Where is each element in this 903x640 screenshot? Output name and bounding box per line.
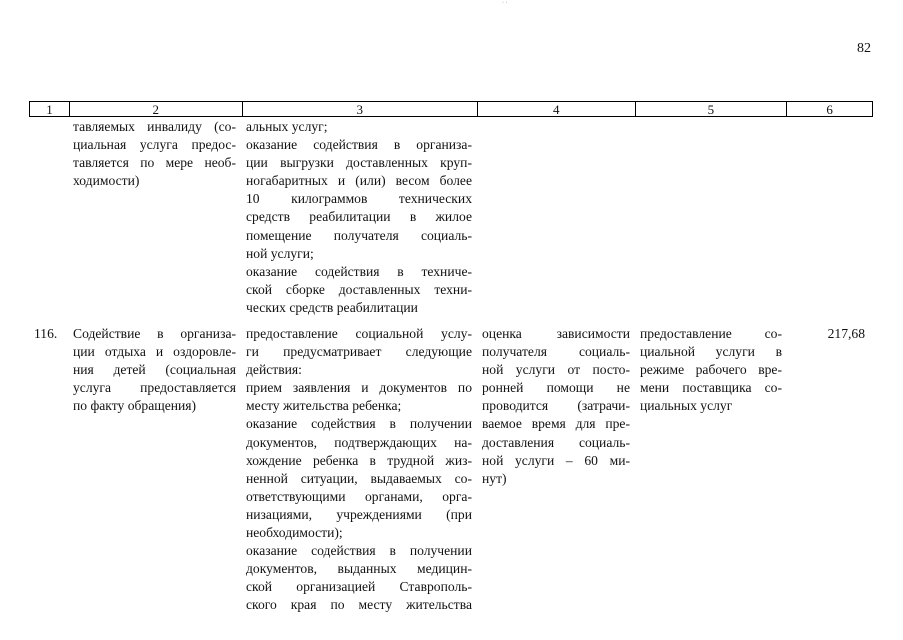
text-line: нут) [482,470,507,486]
row-116-col4 [482,325,630,488]
row-116-col2 [73,325,236,415]
text-line: хождение ребенка в трудной жиз- [246,452,472,468]
price-value: 217,68 [827,326,865,341]
text-line: оказание содействия в техниче- [246,263,472,279]
text-line: ции отдыха и оздоровле- [73,344,236,360]
text-line: проводится (затрачи- [482,398,630,414]
text-line: прием заявления и документов по [246,380,472,396]
text-line: альных услуг; [246,119,328,134]
text-line: ги предусматривает следующие [246,344,472,360]
page-number: 82 [857,41,871,56]
text-line: ответствующими органами, орга- [246,488,472,504]
text-line: месту жительства ребенка; [246,398,402,414]
text-line: ной услуги от посто- [482,362,630,378]
text-line: ции выгрузки доставленных круп- [246,155,472,171]
row-116-col3 [246,325,472,615]
table-header-row [29,101,873,117]
text-line: предоставление социальной услу- [246,326,472,341]
text-line: ческих средств реабилитации [246,299,418,315]
text-line: предоставление со- [640,326,782,341]
text-line: тавляется по мере необ- [73,155,236,171]
text-line: ной услуги; [246,245,314,261]
text-line: ской организацией Ставрополь- [246,579,472,595]
scan-speck: · · [502,0,508,6]
text-line: низациями, учреждениями (при [246,506,472,522]
text-line: ской сборке доставленных техни- [246,281,472,297]
text-line: ной услуги – 60 ми- [482,452,630,468]
text-line: оказание содействия в получении [246,543,472,559]
row-116-col5 [640,325,782,415]
text-line: ненной ситуации, выдаваемых со- [246,470,472,486]
text-line: ваемое время для пре- [482,416,630,432]
text-line: получателя социаль- [482,344,630,360]
header-col-1: 1 [30,102,70,116]
text-line: действия: [246,362,302,378]
text-line: ского края по месту жительства [246,597,472,613]
text-line: циальная услуга предос- [73,137,236,153]
text-line: оказание содействия в получении [246,416,472,432]
row-number: 116. [34,326,58,341]
text-line: оценка зависимости [482,326,630,341]
text-line: ронней помощи не [482,380,630,396]
text-line: средств реабилитации в жилое [246,209,472,225]
text-line: необходимости); [246,525,343,541]
text-line: услуга предоставляется [73,380,236,396]
text-line: помещение получателя социаль- [246,227,472,243]
header-col-4: 4 [478,102,636,116]
header-col-2: 2 [70,102,243,116]
text-line: режиме рабочего вре- [640,362,782,378]
text-line: 10 килограммов технических [246,191,472,207]
continued-row-col2 [73,118,236,190]
header-col-3: 3 [243,102,478,116]
text-line: циальных услуг [640,398,733,414]
text-line: тавляемых инвалиду (со- [73,119,236,134]
text-line: мени поставщика со- [640,380,782,396]
text-line: циальной услуги в [640,344,782,360]
continued-row-col3 [246,118,472,317]
text-line: доставления социаль- [482,434,630,450]
text-line: оказание содействия в организа- [246,137,472,153]
text-line: по факту обращения) [73,398,197,414]
header-col-6: 6 [826,102,833,117]
text-line: документов, выданных медицин- [246,561,472,577]
text-line: ногабаритных и (или) весом более [246,173,472,189]
header-col-5: 5 [636,102,788,116]
text-line: Содействие в организа- [73,326,236,341]
text-line: документов, подтверждающих на- [246,434,472,450]
text-line: ния детей (социальная [73,362,236,378]
text-line: ходимости) [73,173,140,189]
